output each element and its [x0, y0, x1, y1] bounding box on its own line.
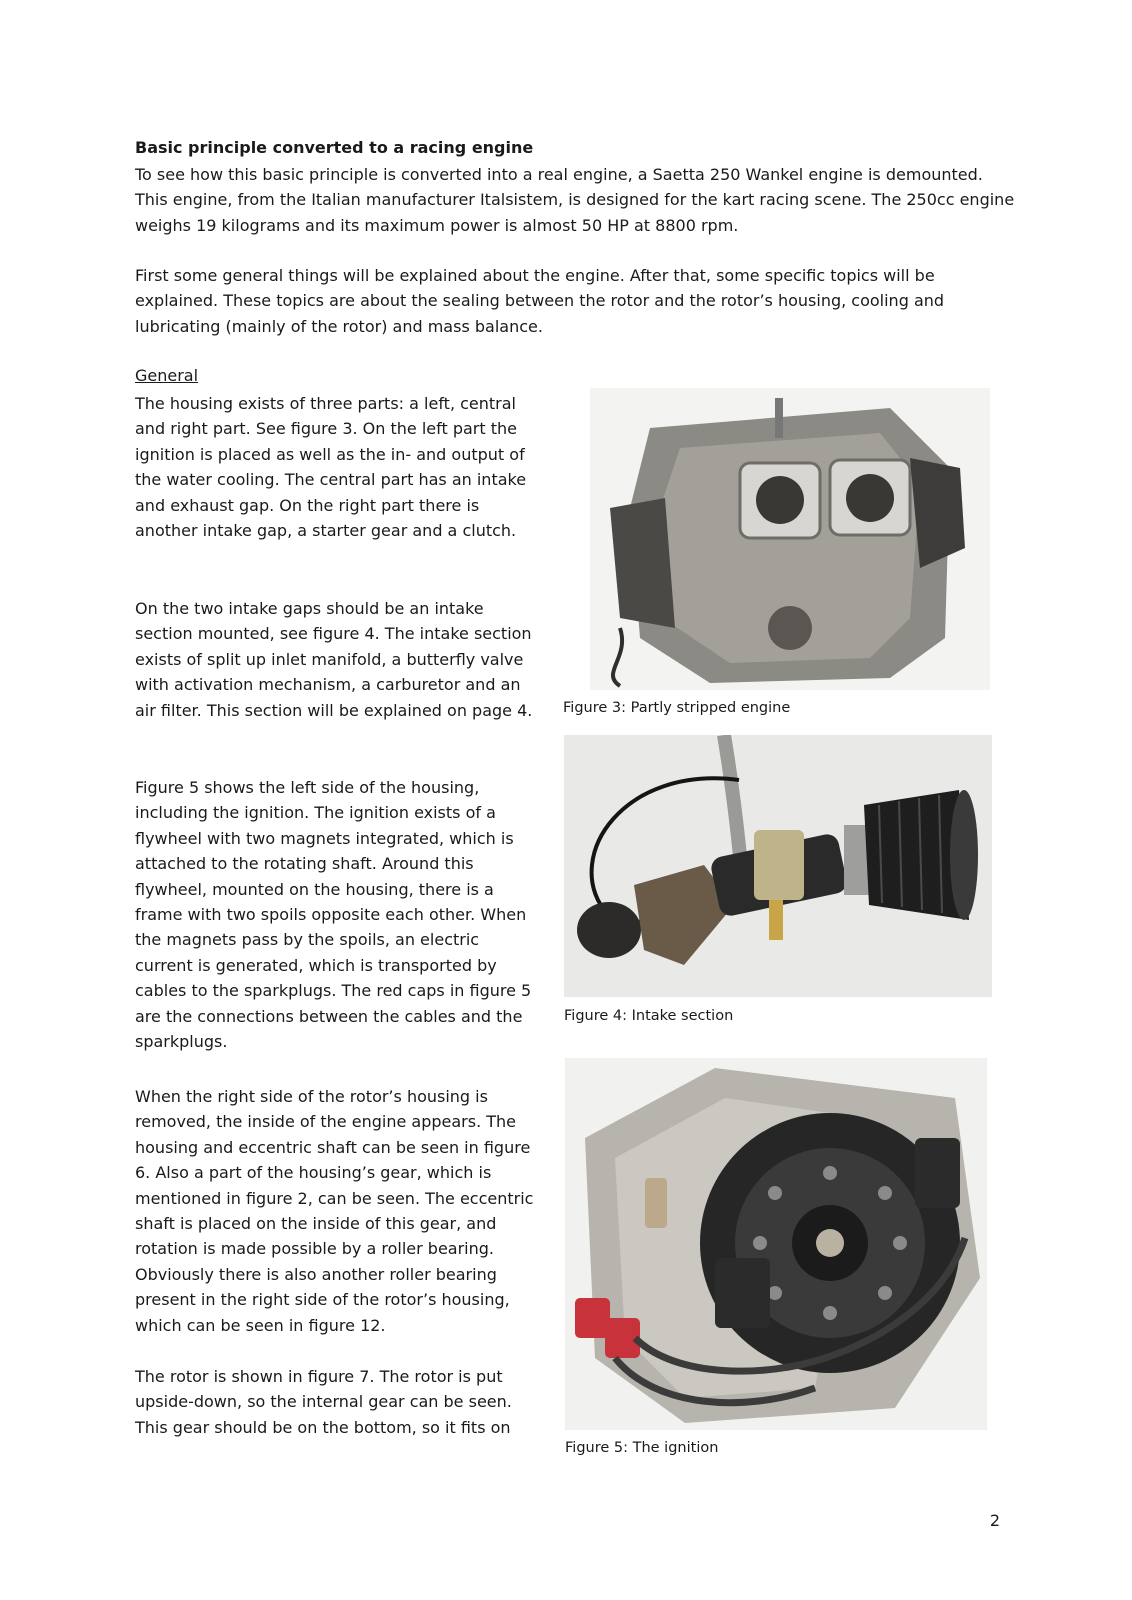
- general-paragraph-2: On the two intake gaps should be an intake section mounted, see figure 4. The intake section exists of split up inlet manifold, a butterfly valve with activation mechanism, a carburetor and an air filter. This section will be explained on page 4.: [135, 599, 533, 720]
- figure-5-caption: Figure 5: The ignition: [565, 1440, 719, 1456]
- intro-paragraph: To see how this basic principle is converted into a real engine, a Saetta 250 Wankel engine is demounted. This engine, from the Italian manufacturer Italsistem, is designed for the kart racing scene. The 250cc engine weighs 19 kilograms and its maximum power is almost 50 HP at 8800 rpm.: [135, 165, 1015, 235]
- figure-3-engine-photo: [590, 388, 990, 690]
- general-paragraph-3: Figure 5 shows the left side of the housing, including the ignition. The ignition exists of a flywheel with two magnets integrated, which is attached to the rotating shaft. Around this flywheel, mounted on the housing, there is a frame with two spoils opposite each other. When the magnets pass by the spoils, an electric current is generated, which is transported by cables to the sparkplugs. The red caps in figure 5 are the connections between the cables and the sparkplugs.: [135, 778, 532, 1052]
- figure-4-caption: Figure 4: Intake section: [564, 1008, 734, 1024]
- figure-4-intake-photo: [564, 735, 992, 997]
- page-number: 2: [989, 1511, 1000, 1530]
- general-subheading: General: [135, 366, 199, 385]
- general-paragraph-1: The housing exists of three parts: a left, central and right part. See figure 3. On the left part the ignition is placed as well as the in- and output of the water cooling. The central part has an intake and exhaust gap. On the right part there is another intake gap, a starter gear and a clutch.: [135, 394, 527, 541]
- figure-5-ignition-photo: [565, 1058, 987, 1430]
- figure-3-caption: Figure 3: Partly stripped engine: [563, 700, 791, 716]
- general-paragraph-4: When the right side of the rotor’s housing is removed, the inside of the engine appears. The housing and eccentric shaft can be seen in figure 6. Also a part of the housing’s gear, which is mentioned in figure 2, can be seen. The eccentric shaft is placed on the inside of this gear, and rotation is made possible by a roller bearing. Obviously there is also another roller bearing present in the right side of the rotor’s housing, which can be seen in figure 12.: [135, 1087, 534, 1335]
- overview-paragraph: First some general things will be explained about the engine. After that, some specific topics will be explained. These topics are about the sealing between the rotor and the rotor’s housing, cooling and lubricating (mainly of the rotor) and mass balance.: [135, 266, 945, 336]
- section-heading: Basic principle converted to a racing engine: [135, 138, 534, 157]
- general-paragraph-5: The rotor is shown in figure 7. The rotor is put upside-down, so the internal gear can be seen. This gear should be on the bottom, so it fits on: [135, 1367, 512, 1437]
